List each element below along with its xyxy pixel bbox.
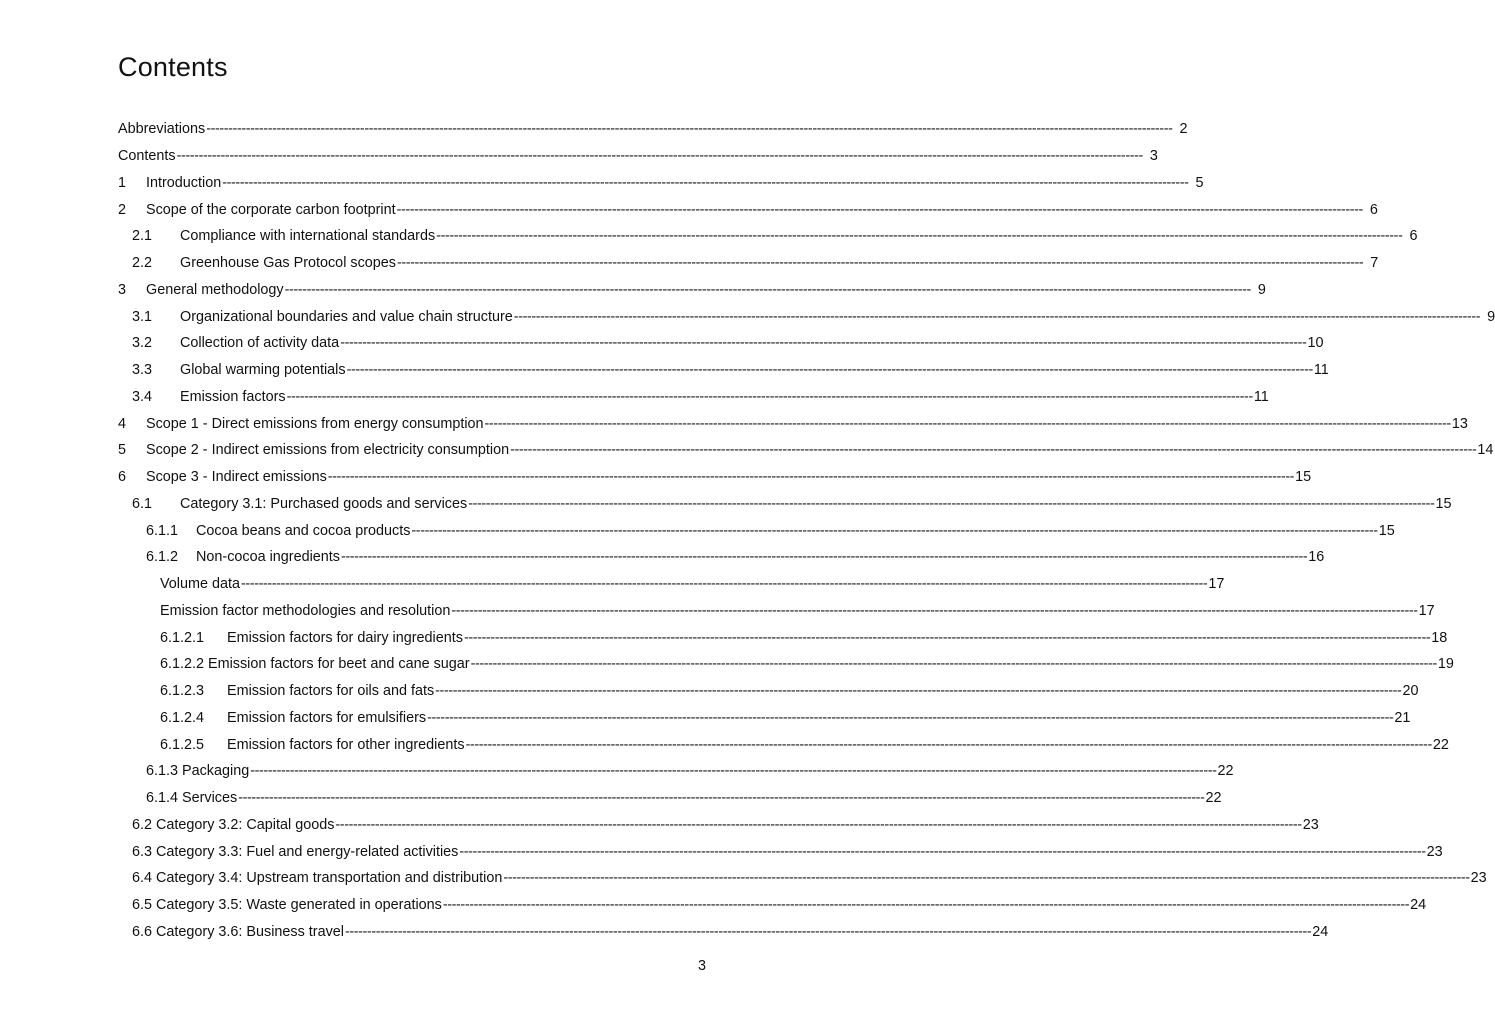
toc-entry[interactable] [118, 303, 1495, 330]
toc-entry-page: 23 [1426, 843, 1443, 860]
toc-entry-page: 5 [1195, 174, 1204, 191]
toc-entry-title: 6.3 Category 3.3: Fuel and energy-related activities [132, 843, 459, 860]
toc-entry[interactable] [118, 678, 1419, 705]
toc-entry-page: 23 [1302, 816, 1319, 833]
toc-entry[interactable] [118, 277, 1266, 304]
toc-entry-page: 23 [1470, 870, 1487, 887]
toc-entry-title: Emission factors for other ingredients [227, 736, 465, 753]
toc-dash-leader: ---------------------------------------------------------------------------------------------------------------------------------------------------------------------------------------------------------------------------- [396, 255, 1364, 272]
toc-entry-number: 6.1.2.1 [160, 629, 205, 646]
toc-entry-title: Scope 3 - Indirect emissions [146, 469, 327, 486]
toc-entry-title: Category 3.1: Purchased goods and services [180, 495, 468, 512]
toc-entry-page: 10 [1307, 335, 1324, 352]
toc-entry[interactable] [118, 143, 1158, 170]
toc-entry-title: Global warming potentials [180, 362, 346, 379]
toc-entry[interactable] [118, 651, 1454, 678]
toc-entry[interactable] [118, 384, 1269, 411]
toc-entry-title: 6.6 Category 3.6: Business travel [132, 923, 344, 940]
toc-dash-leader: ---------------------------------------------------------------------------------------------------------------------------------------------------------------------------------------------------------------------------- [465, 736, 1432, 753]
toc-dash-leader: ---------------------------------------------------------------------------------------------------------------------------------------------------------------------------------------------------------------------------- [463, 629, 1431, 646]
toc-entry-number: 6.1.2.5 [160, 736, 205, 753]
toc-entry-number: 5 [118, 442, 127, 459]
toc-entry[interactable] [118, 437, 1494, 464]
toc-entry[interactable] [118, 223, 1418, 250]
toc-dash-leader: ---------------------------------------------------------------------------------------------------------------------------------------------------------------------------------------------------------------------------- [396, 201, 1363, 218]
toc-entry-page: 9 [1487, 308, 1495, 325]
toc-entry[interactable] [118, 116, 1188, 143]
toc-entry-number: 3.1 [132, 308, 153, 325]
toc-entry-title: General methodology [146, 281, 284, 298]
toc-dash-leader: ---------------------------------------------------------------------------------------------------------------------------------------------------------------------------------------------------------------------------- [335, 816, 1302, 833]
toc-entry-page: 19 [1437, 656, 1454, 673]
toc-entry[interactable] [118, 170, 1204, 197]
toc-entry-title: Cocoa beans and cocoa products [196, 522, 411, 539]
toc-entry[interactable] [118, 517, 1395, 544]
toc-entry-title: Compliance with international standards [180, 228, 436, 245]
toc-entry-title: Emission factors [180, 388, 286, 405]
toc-entry-page: 9 [1257, 281, 1266, 298]
toc-entry-title: Emission factors for dairy ingredients [227, 629, 463, 646]
toc-entry-page: 22 [1217, 763, 1234, 780]
toc-entry-number: 2.2 [132, 255, 153, 272]
toc-entry-number: 3.3 [132, 362, 153, 379]
toc-entry-page: 21 [1394, 709, 1411, 726]
toc-dash-leader: ---------------------------------------------------------------------------------------------------------------------------------------------------------------------------------------------------------------------------- [513, 308, 1481, 325]
toc-entry[interactable] [118, 598, 1435, 625]
toc-entry-number: 6.1.2 [146, 549, 179, 566]
toc-dash-leader: ---------------------------------------------------------------------------------------------------------------------------------------------------------------------------------------------------------------------------- [206, 121, 1173, 138]
toc-entry-number: 6.1.1 [146, 522, 179, 539]
toc-entry-title: Non-cocoa ingredients [196, 549, 340, 566]
toc-entry-number: 4 [118, 415, 127, 432]
toc-entry-title: Scope 1 - Direct emissions from energy consumption [146, 415, 484, 432]
toc-entry-title: Organizational boundaries and value chain structure [180, 308, 513, 325]
toc-entry-page: 18 [1431, 629, 1448, 646]
page-title: Contents [118, 52, 228, 82]
toc-entry[interactable] [118, 491, 1452, 518]
toc-entry[interactable] [118, 330, 1324, 357]
toc-entry-title: 6.1.2.2 Emission factors for beet and cane sugar [160, 656, 470, 673]
toc-entry-title: 6.1.3 Packaging [146, 763, 250, 780]
toc-entry-number: 2 [118, 201, 127, 218]
toc-entry[interactable] [118, 812, 1319, 839]
toc-entry-page: 7 [1370, 255, 1379, 272]
toc-entry-number: 6.1 [132, 495, 153, 512]
toc-entry[interactable] [118, 571, 1225, 598]
toc-dash-leader: ---------------------------------------------------------------------------------------------------------------------------------------------------------------------------------------------------------------------------- [459, 843, 1426, 860]
toc-dash-leader: ---------------------------------------------------------------------------------------------------------------------------------------------------------------------------------------------------------------------------- [340, 335, 1307, 352]
toc-entry[interactable] [118, 357, 1329, 384]
toc-entry-page: 24 [1312, 923, 1329, 940]
toc-dash-leader: ---------------------------------------------------------------------------------------------------------------------------------------------------------------------------------------------------------------------------- [238, 790, 1205, 807]
toc-entry-page: 22 [1205, 790, 1222, 807]
toc-entry-number: 6 [118, 469, 127, 486]
toc-entry-title: 6.5 Category 3.5: Waste generated in operations [132, 897, 442, 914]
toc-entry-title: Emission factors for oils and fats [227, 683, 435, 700]
toc-entry[interactable] [118, 838, 1443, 865]
toc-dash-leader: ---------------------------------------------------------------------------------------------------------------------------------------------------------------------------------------------------------------------------- [484, 415, 1451, 432]
toc-entry-title: 6.4 Category 3.4: Upstream transportation and distribution [132, 870, 503, 887]
toc-entry-page: 22 [1432, 736, 1449, 753]
toc-entry-page: 13 [1451, 415, 1468, 432]
toc-dash-leader: ---------------------------------------------------------------------------------------------------------------------------------------------------------------------------------------------------------------------------- [503, 870, 1470, 887]
toc-entry-page: 14 [1477, 442, 1494, 459]
toc-entry-title: 6.1.4 Services [146, 790, 238, 807]
toc-dash-leader: ---------------------------------------------------------------------------------------------------------------------------------------------------------------------------------------------------------------------------- [341, 549, 1308, 566]
toc-entry-page: 11 [1313, 362, 1329, 379]
toc-entry-number: 6.1.2.4 [160, 709, 205, 726]
toc-entry[interactable] [118, 705, 1411, 732]
toc-entry-page: 15 [1435, 495, 1452, 512]
toc-entry-number: 2.1 [132, 228, 153, 245]
toc-dash-leader: ---------------------------------------------------------------------------------------------------------------------------------------------------------------------------------------------------------------------------- [284, 281, 1251, 298]
toc-dash-leader: ---------------------------------------------------------------------------------------------------------------------------------------------------------------------------------------------------------------------------- [442, 897, 1410, 914]
toc-entry-title: Collection of activity data [180, 335, 340, 352]
toc-dash-leader: ---------------------------------------------------------------------------------------------------------------------------------------------------------------------------------------------------------------------------- [222, 174, 1189, 191]
toc-dash-leader: ---------------------------------------------------------------------------------------------------------------------------------------------------------------------------------------------------------------------------- [510, 442, 1477, 459]
toc-entry-page: 11 [1253, 388, 1269, 405]
toc-entry-title: Scope 2 - Indirect emissions from electricity consumption [146, 442, 510, 459]
page-number: 3 [697, 958, 706, 974]
toc-entry[interactable] [118, 410, 1468, 437]
toc-entry[interactable] [118, 624, 1448, 651]
toc-dash-leader: ---------------------------------------------------------------------------------------------------------------------------------------------------------------------------------------------------------------------------- [427, 709, 1394, 726]
toc-entry-title: Contents [118, 148, 176, 165]
toc-entry[interactable] [118, 250, 1379, 277]
toc-entry-title: 6.2 Category 3.2: Capital goods [132, 816, 335, 833]
toc-entry[interactable] [118, 196, 1378, 223]
toc-dash-leader: ---------------------------------------------------------------------------------------------------------------------------------------------------------------------------------------------------------------------------- [176, 148, 1143, 165]
toc-entry-page: 24 [1410, 897, 1427, 914]
toc-entry[interactable] [118, 464, 1312, 491]
toc-entry[interactable] [118, 865, 1487, 892]
toc-entry-number: 3.4 [132, 388, 153, 405]
toc-entry[interactable] [118, 544, 1325, 571]
toc-entry-number: 3.2 [132, 335, 153, 352]
toc-entry[interactable] [118, 919, 1329, 946]
toc-entry[interactable] [118, 758, 1234, 785]
toc-entry-page: 17 [1208, 576, 1225, 593]
toc-dash-leader: ---------------------------------------------------------------------------------------------------------------------------------------------------------------------------------------------------------------------------- [435, 683, 1402, 700]
toc-dash-leader: ---------------------------------------------------------------------------------------------------------------------------------------------------------------------------------------------------------------------------- [346, 362, 1313, 379]
toc-dash-leader: ---------------------------------------------------------------------------------------------------------------------------------------------------------------------------------------------------------------------------- [470, 656, 1437, 673]
toc-entry-page: 15 [1378, 522, 1395, 539]
toc-entry-page: 17 [1418, 602, 1435, 619]
toc-entry-title: Emission factors for emulsifiers [227, 709, 427, 726]
toc-dash-leader: ---------------------------------------------------------------------------------------------------------------------------------------------------------------------------------------------------------------------------- [344, 923, 1312, 940]
toc-entry-page: 20 [1402, 683, 1419, 700]
toc-entry-page: 2 [1179, 121, 1188, 138]
toc-dash-leader: ---------------------------------------------------------------------------------------------------------------------------------------------------------------------------------------------------------------------------- [286, 388, 1253, 405]
toc-entry-title: Emission factor methodologies and resolution [160, 602, 451, 619]
toc-entry-page: 3 [1149, 148, 1158, 165]
toc-dash-leader: ---------------------------------------------------------------------------------------------------------------------------------------------------------------------------------------------------------------------------- [327, 469, 1295, 486]
toc-entry-title: Volume data [160, 576, 241, 593]
toc-entry-page: 6 [1409, 228, 1418, 245]
toc-entry-number: 1 [118, 174, 127, 191]
toc-dash-leader: ---------------------------------------------------------------------------------------------------------------------------------------------------------------------------------------------------------------------------- [468, 495, 1435, 512]
toc-entry[interactable] [118, 892, 1427, 919]
toc-entry[interactable] [118, 731, 1449, 758]
toc-entry-title: Abbreviations [118, 121, 206, 138]
toc-entry-title: Introduction [146, 174, 222, 191]
toc-dash-leader: ---------------------------------------------------------------------------------------------------------------------------------------------------------------------------------------------------------------------------- [241, 576, 1208, 593]
toc-dash-leader: ---------------------------------------------------------------------------------------------------------------------------------------------------------------------------------------------------------------------------- [250, 763, 1217, 780]
toc-entry-title: Greenhouse Gas Protocol scopes [180, 255, 396, 272]
toc-entry-page: 15 [1295, 469, 1312, 486]
toc-dash-leader: ---------------------------------------------------------------------------------------------------------------------------------------------------------------------------------------------------------------------------- [411, 522, 1378, 539]
toc-dash-leader: ---------------------------------------------------------------------------------------------------------------------------------------------------------------------------------------------------------------------------- [451, 602, 1418, 619]
toc-entry-page: 6 [1369, 201, 1378, 218]
toc-entry[interactable] [118, 785, 1222, 812]
toc-entry-number: 6.1.2.3 [160, 683, 205, 700]
toc-entry-number: 3 [118, 281, 127, 298]
table-of-contents [118, 116, 1495, 945]
toc-dash-leader: ---------------------------------------------------------------------------------------------------------------------------------------------------------------------------------------------------------------------------- [436, 228, 1403, 245]
toc-entry-page: 16 [1308, 549, 1325, 566]
toc-entry-title: Scope of the corporate carbon footprint [146, 201, 396, 218]
